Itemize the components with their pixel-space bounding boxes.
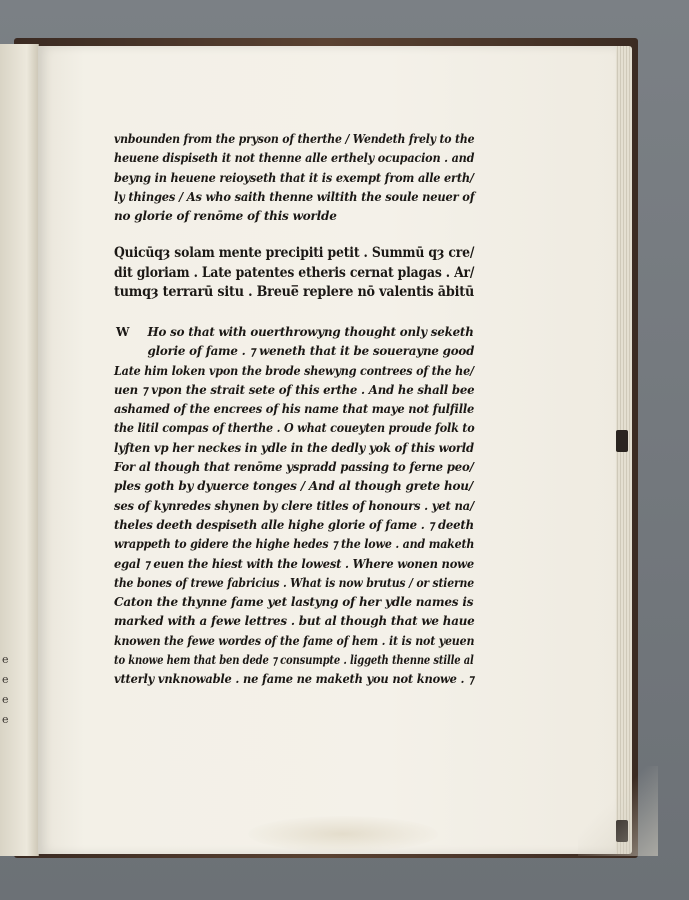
- text-line: For al though that renōme yspradd passing to ferne peo/: [114, 460, 474, 475]
- text-line: Caton the thynne fame yet lastyng of her ydle names is: [114, 595, 474, 610]
- text-line: dit gloriam . Late patentes etheris cernat plagas . Ar/: [114, 264, 475, 281]
- text-line: ashamed of the encrees of his name that maye not fulfille: [114, 402, 475, 417]
- text-line: marked with a fewe lettres . but al though that we haue: [114, 614, 475, 629]
- text-line: Quicūqȝ solam mente precipiti petit . Summū qȝ cre/: [114, 245, 475, 262]
- text-line: Late him loken vpon the brode shewyng contrees of the he/: [114, 363, 474, 378]
- guide-letter: W: [116, 324, 130, 339]
- text-line: Ho so that with ouerthrowyng thought only seketh: [147, 324, 474, 339]
- left-page-edge: [0, 44, 39, 856]
- left-page-fragment: e: [2, 653, 9, 666]
- text-line: ples goth by dyuerce tonges / And al though grete hou/: [114, 479, 473, 494]
- page-stain: [248, 816, 438, 852]
- paragraph-latin-verse: [114, 244, 474, 303]
- text-line: tumqȝ terrarū situ . Breue̅ replere nō valentis ābitū: [114, 284, 475, 301]
- text-line: vnbounden from the pryson of therthe / Wendeth frely to the: [114, 132, 475, 146]
- paragraph-prose-2: [114, 323, 474, 690]
- text-line: beyng in heuene reioyseth that it is exempt from alle erth/: [114, 170, 474, 185]
- text-line: vtterly vnknowable . ne fame ne maketh you not knowe . ⁊: [114, 672, 474, 687]
- text-line: glorie of fame . ⁊ weneth that it be souerayne good: [147, 344, 475, 359]
- text-line: egal ⁊ euen the hiest with the lowest . Where wonen nowe: [114, 556, 474, 571]
- text-line: to knowe hem that ben dede ⁊ consumpte . liggeth thenne stille al: [114, 653, 474, 668]
- text-line: no glorie of renōme of this worlde: [114, 209, 337, 224]
- binding-strap: [616, 430, 628, 452]
- paragraph-prose-1: [114, 130, 474, 226]
- left-page-fragment: e: [2, 693, 9, 706]
- text-line: ses of kynredes shynen by clere titles of honours . yet na/: [114, 498, 474, 513]
- text-line: heuene dispiseth it not thenne alle erthely ocupacion . and: [114, 151, 475, 166]
- text-line: the bones of trewe fabricius . What is now brutus / or stierne: [114, 575, 474, 590]
- text-line: theles deeth despiseth alle highe glorie of fame . ⁊ deeth: [114, 517, 474, 532]
- text-line: lyften vp her neckes in ydle in the dedly yok of this world: [114, 440, 474, 455]
- book-page: [38, 46, 616, 854]
- text-line: wrappeth to gidere the highe hedes ⁊ the lowe . and maketh: [114, 537, 475, 552]
- left-page-fragment: e: [2, 713, 9, 726]
- text-line: ly thinges / As who saith thenne wiltith the soule neuer of: [114, 189, 475, 204]
- left-page-fragment: e: [2, 673, 9, 686]
- page-text: [114, 130, 474, 690]
- text-line: knowen the fewe wordes of the fame of hem . it is not yeuen: [114, 633, 475, 648]
- text-line: uen ⁊ vpon the strait sete of this erthe . And he shall bee: [114, 382, 475, 397]
- page-corner-wear: [578, 766, 658, 856]
- text-line: the litil compas of therthe . O what coueyten proude folk to: [114, 421, 475, 436]
